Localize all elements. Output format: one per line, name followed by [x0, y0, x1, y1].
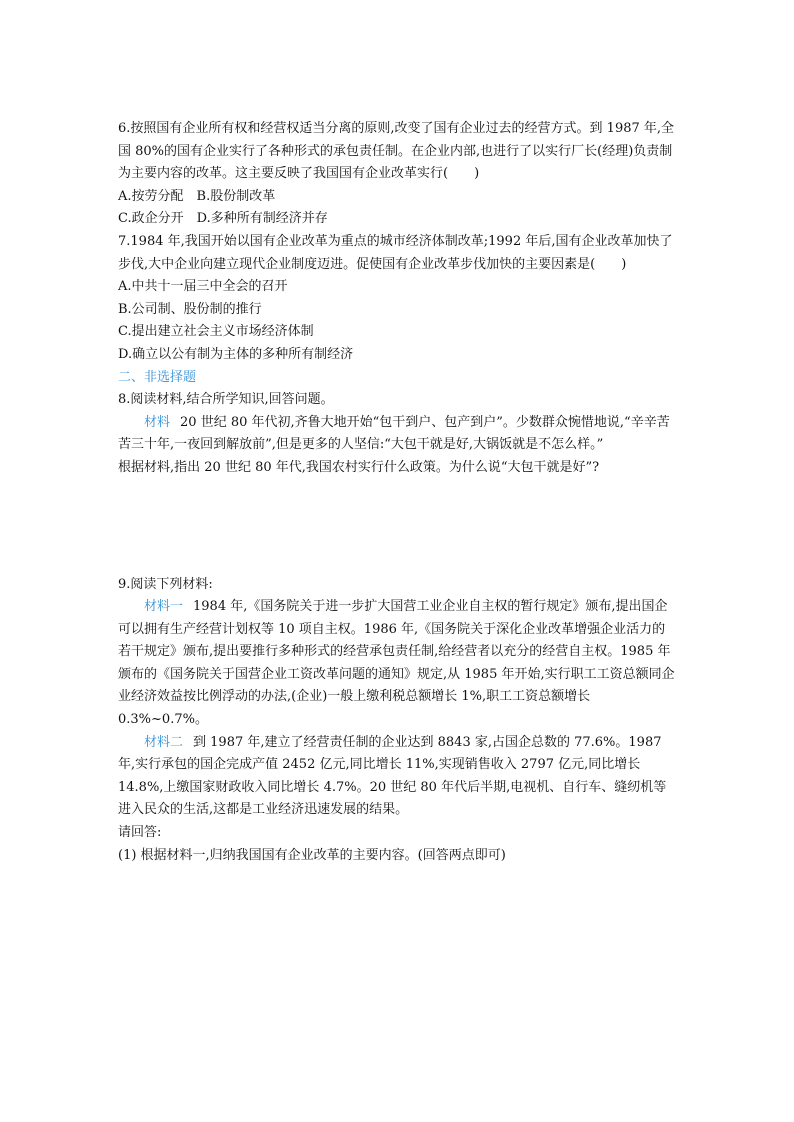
q7-option-c: C.提出建立社会主义市场经济体制: [118, 324, 314, 340]
q6-options-row2: C.政企分开 D.多种所有制经济并存: [118, 211, 328, 227]
q9-material1-label: 材料一: [144, 599, 184, 615]
q7-option-b: B.公司制、股份制的推行: [118, 301, 262, 317]
q7-option-d: D.确立以公有制为主体的多种所有制经济: [118, 346, 354, 362]
q6-options-row1: A.按劳分配 B.股份制改革: [118, 188, 276, 204]
q9-sub1: (1) 根据材料一,归纳我国国有企业改革的主要内容。(回答两点即可): [118, 847, 506, 863]
q9-ask: 请回答:: [118, 825, 162, 841]
q9-material2-label: 材料二: [144, 734, 184, 750]
worksheet-page: [118, 118, 678, 867]
q6-stem: 6.按照国有企业所有权和经营权适当分离的原则,改变了国有企业过去的经营方式。到 1987 年,全国 80%的国有企业实行了各种形式的承包责任制。在企业内部,也进行了以实行厂长(经理)负责制为主要内容的改革。这主要反映了我国国有企业改革实行( ): [118, 121, 675, 182]
q9-material1: [118, 596, 678, 732]
q8-question: 根据材料,指出 20 世纪 80 年代,我国农村实行什么政策。为什么说“大包干就是好”?: [118, 459, 600, 475]
q7-option-a: A.中共十一届三中全会的召开: [118, 279, 288, 295]
q8-material-text: 20 世纪 80 年代初,齐鲁大地开始“包干到户、包产到户”。少数群众惋惜地说,“辛辛苦苦三十年,一夜回到解放前”,但是更多的人坚信:“大包干就是好,大锅饭就是不怎么样。”: [118, 414, 670, 453]
q9-material2: [118, 732, 678, 822]
q7-stem: 7.1984 年,我国开始以国有企业改革为重点的城市经济体制改革;1992 年后,国有企业改革加快了步伐,大中企业向建立现代企业制度迈进。促使国有企业改革步伐加快的主要因素是( ): [118, 233, 673, 272]
q9-stem: 9.阅读下列材料:: [118, 576, 213, 592]
q8-material: [118, 412, 678, 457]
q8-material-label: 材料: [144, 414, 171, 430]
q9-material1-text: 1984 年,《国务院关于进一步扩大国营工业企业自主权的暂行规定》颁布,提出国企可以拥有生产经营计划权等 10 项自主权。1986 年,《国务院关于深化企业改革增强企业活力的若干规定》颁布,提出要推行多种形式的经营承包责任制,给经营者以充分的经营自主权。1985 年颁布的《国务院关于国营企业工资改革问题的通知》规定,从 1985 年开始,实行职工工资总额同企业经济效益按比例浮动的办法,(企业)一般上缴利税总额增长 1%,职工工资总额增长 0.3%~0.7%。: [118, 599, 675, 728]
q8-stem: 8.阅读材料,结合所学知识,回答问题。: [118, 392, 334, 408]
section-title-non-choice: 二、非选择题: [118, 369, 197, 385]
q9-material2-text: 到 1987 年,建立了经营责任制的企业达到 8843 家,占国企总数的 77.6%。1987 年,实行承包的国企完成产值 2452 亿元,同比增长 11%,实现销售收入 2797 亿元,同比增长 14.8%,上缴国家财政收入同比增长 4.7%。20 世纪 80 年代后半期,电视机、自行车、缝纫机等进入民众的生活,这都是工业经济迅速发展的结果。: [118, 734, 667, 818]
q8-answer-space: [118, 480, 678, 574]
